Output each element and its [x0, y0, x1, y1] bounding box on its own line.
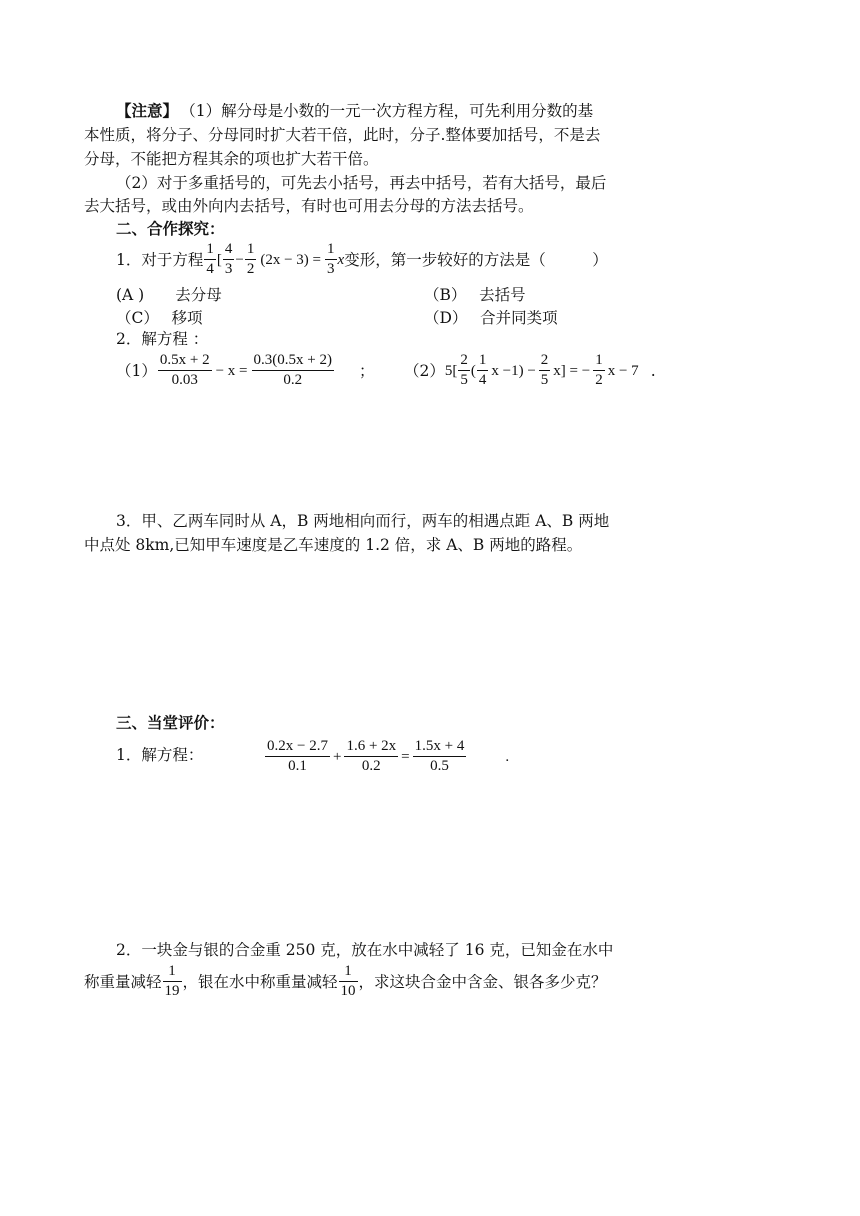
section-2-heading: 二、合作探究：	[116, 219, 225, 238]
note-paragraph-1	[116, 100, 593, 122]
section-2-question-2-label: 2．解方程 ：	[116, 330, 209, 348]
section-3-equation: $\frac{0.2x - 2.7}{0.1}$ + $\frac{1.6 + 2x}{0.2}$ = $\frac{1.5x + 4}{0.5}$ .	[267, 738, 510, 774]
note-line-4: （2）对于多重括号的，可先去小括号，再去中括号，若有大括号，最后	[116, 174, 607, 192]
section-3-heading: 三、当堂评价：	[116, 713, 225, 732]
q1-suffix: 变形，第一步较好的方法是（ ）	[344, 250, 608, 269]
section-2-question-1	[116, 240, 608, 279]
q1-equation: $\frac{1}{4}$ [ $\frac{4}{3}$ − $\frac{1}{2}$ (2x − 3) = $\frac{1}{3}$ x	[206, 241, 345, 277]
section-2-question-3-line-1: 3．甲、乙两车同时从 A，B 两地相向而行，两车的相遇点距 A、B 两地	[116, 512, 610, 530]
note-line-3: 分母，不能把方程其余的项也扩大若干倍。	[84, 150, 379, 168]
option-b: （B） 去括号	[424, 286, 526, 304]
section-3-question-2-line-1: 2．一块金与银的合金重 250 克，放在水中减轻了 16 克，已知金在水中	[116, 941, 614, 959]
note-line-5: 去大括号，或由外向内去括号，有时也可用去分母的方法去括号。	[84, 197, 534, 215]
note-title: 【注意】	[116, 101, 179, 120]
note-line-1: （1）解分母是小数的一元一次方程方程，可先利用分数的基	[188, 102, 594, 120]
equation-2-1: （1） $\frac{0.5x + 2}{0.03}$ − x = $\frac{0.3(0.5x + 2)}{0.2}$ ；	[116, 352, 375, 388]
note-line-2: 本性质，将分子、分母同时扩大若干倍，此时，分子.整体要加括号，不是去	[84, 126, 601, 144]
section-3-question-1-label: 1．解方程：	[116, 746, 204, 764]
q1-prefix: 1．对于方程	[116, 250, 204, 269]
equation-2-2: （2） 5[ $\frac{2}{5}$ ( $\frac{1}{4}$ x −1) − $\frac{2}{5}$ x] = − $\frac{1}{2}$ x − 7 .	[404, 352, 656, 388]
option-d: （D） 合并同类项	[424, 309, 558, 327]
option-a: (A ) 去分母	[116, 286, 222, 304]
section-2-question-3-line-2: 中点处 8km,已知甲车速度是乙车速度的 1.2 倍，求 A、B 两地的路程。	[84, 536, 583, 554]
option-c: （C） 移项	[116, 309, 203, 327]
section-3-question-2-line-2: 称重量减轻 $\frac{1}{19}$ ，银在水中称重量减轻 $\frac{1}{10}$ ，求这块合金中含金、银各多少克？	[84, 963, 607, 999]
